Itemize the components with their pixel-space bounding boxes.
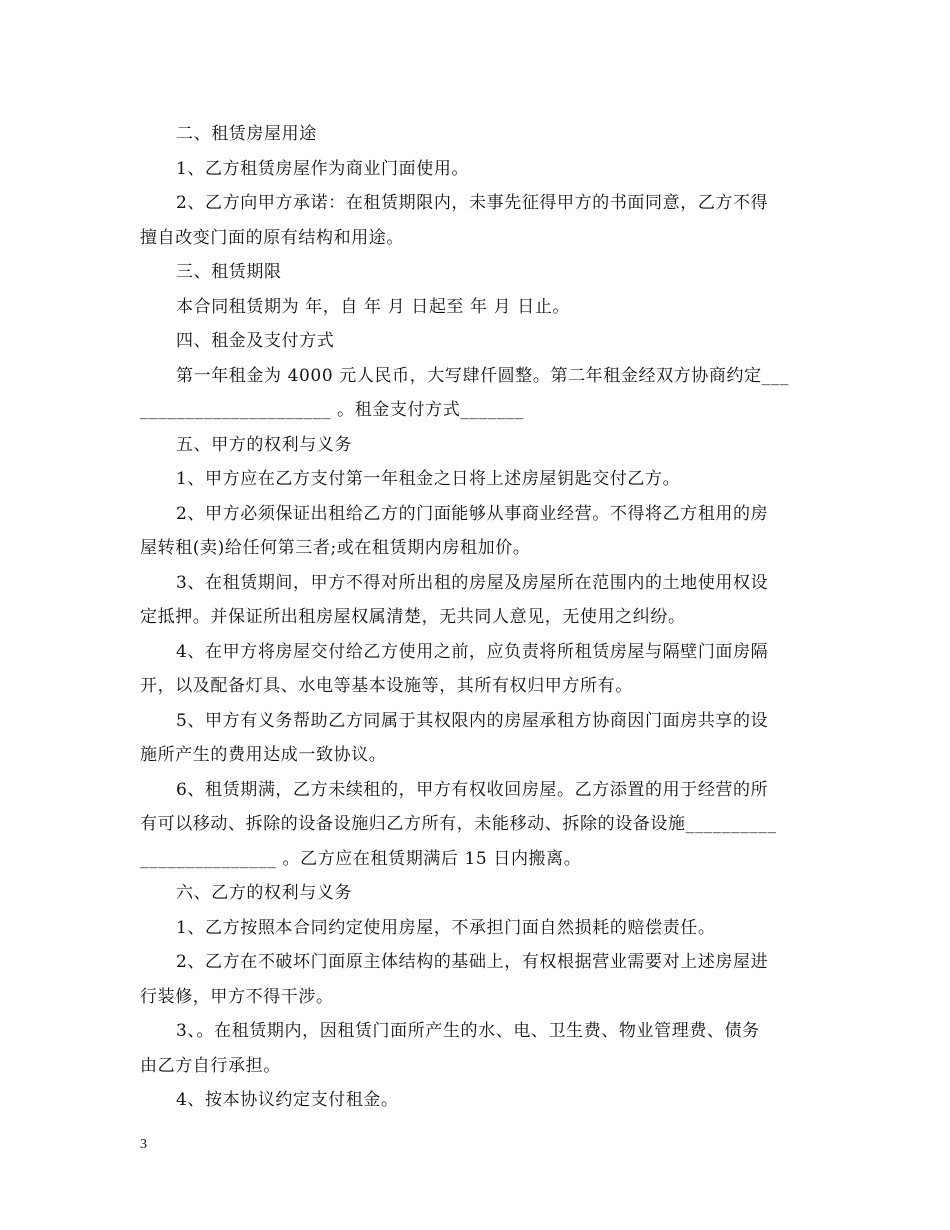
text-line: 2、乙方向甲方承诺：在租赁期限内，未事先征得甲方的书面同意，乙方不得	[176, 193, 769, 213]
text-line: 由乙方自行承担。	[140, 1055, 281, 1076]
text-line: 1、乙方按照本合同约定使用房屋，不承担门面自然损耗的赔偿责任。	[176, 917, 716, 938]
text-line: 1、乙方租赁房屋作为商业门面使用。	[176, 158, 470, 179]
text-line: 第一年租金为 4000 元人民币，大写肆仟圆整。第二年租金经双方协商约定___	[176, 365, 789, 386]
text-line: 屋转租(卖)给任何第三者;或在租赁期内房租加价。	[140, 538, 531, 558]
text-line: _____________________ 。租金支付方式_______	[140, 400, 525, 420]
document-body	[140, 117, 812, 1118]
page-number: 3	[140, 1137, 147, 1152]
text-line: 1、甲方应在乙方支付第一年租金之日将上述房屋钥匙交付乙方。	[176, 469, 681, 489]
text-line: 二、租赁房屋用途	[176, 124, 317, 144]
text-line: 六、乙方的权利与义务	[176, 883, 352, 903]
text-line: 本合同租赁期为 年，自 年 月 日起至 年 月 日止。	[176, 296, 571, 317]
text-line: 开，以及配备灯具、水电等基本设施等，其所有权归甲方所有。	[140, 676, 633, 696]
text-line: 三、租赁期限	[176, 262, 282, 282]
text-line: 4、在甲方将房屋交付给乙方使用之前，应负责将所租赁房屋与隔壁门面房隔	[176, 641, 769, 662]
text-line: _______________ 。乙方应在租赁期满后 15 日内搬离。	[140, 848, 582, 869]
text-line: 施所产生的费用达成一致协议。	[140, 745, 387, 765]
text-line: 3、在租赁期间，甲方不得对所出租的房屋及房屋所在范围内的土地使用权设	[176, 572, 769, 593]
text-line: 4、按本协议约定支付租金。	[176, 1090, 399, 1110]
text-line: 2、甲方必须保证出租给乙方的门面能够从事商业经营。不得将乙方租用的房	[176, 503, 769, 524]
text-line: 五、甲方的权利与义务	[176, 434, 352, 455]
text-line: 四、租金及支付方式	[176, 331, 335, 351]
text-line: 5、甲方有义务帮助乙方同属于其权限内的房屋承租方协商因门面房共享的设	[176, 710, 769, 731]
text-line: 2、乙方在不破坏门面原主体结构的基础上，有权根据营业需要对上述房屋进	[176, 952, 769, 972]
text-line: 3、。在租赁期内，因租赁门面所产生的水、电、卫生费、物业管理费、债务	[176, 1021, 760, 1041]
text-line: 6、租赁期满，乙方未续租的，甲方有权收回房屋。乙方添置的用于经营的所	[176, 779, 769, 800]
text-line: 有可以移动、拆除的设备设施归乙方所有，未能移动、拆除的设备设施__________	[140, 814, 777, 834]
text-line: 擅自改变门面的原有结构和用途。	[140, 227, 404, 248]
text-line: 行装修，甲方不得干涉。	[140, 986, 334, 1007]
text-line: 定抵押。并保证所出租房屋权属清楚，无共同人意见，无使用之纠纷。	[140, 607, 686, 627]
